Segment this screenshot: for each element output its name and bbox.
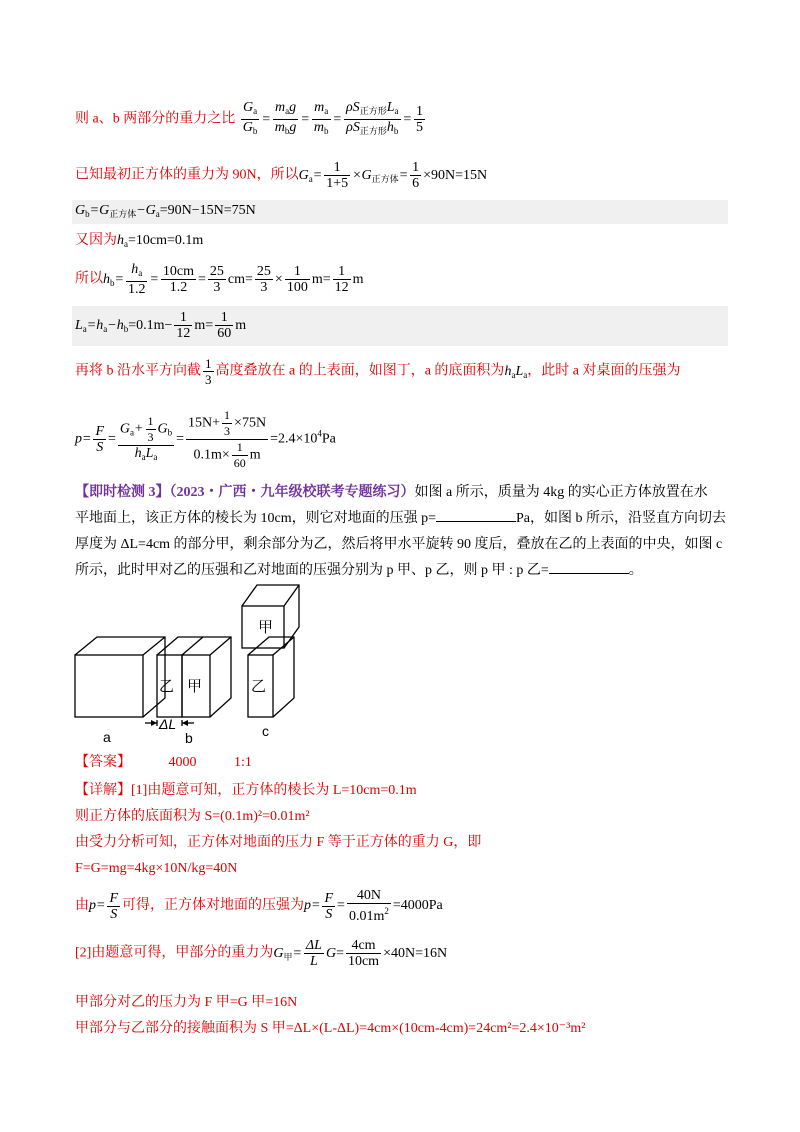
la-formula: $L_a=h_a-h_b=0.1m-$ $\frac{1}{12}$ m= $\frac{1}{60}$ m xyxy=(75,310,247,342)
stack-text-2: 高度叠放在 a 的上表面，如图丁，a 的底面积为 xyxy=(215,363,505,379)
fig-b-jia-label: 甲 xyxy=(187,678,203,695)
problem-tag: 【即时检测 3】 xyxy=(75,485,170,500)
fig-c-jia-label: 甲 xyxy=(258,619,274,636)
detail-s1: [1]由题意可知，正方体的棱长为 L=10cm=0.1m xyxy=(131,783,417,798)
fig-b-yi-label: 乙 xyxy=(159,678,175,695)
ratio-formula: $\frac{G_a}{G_b}$ = $\frac{m_ag}{m_bg}$ = $\frac{m_a}{m_b}$ = $\frac{\rho S_{正方形}L_a}{\rho S_{正方形}h_b}$ = $\frac{1}{5}$ xyxy=(242,100,423,136)
stack-text-3: ，此时 a 对桌面的压强为 xyxy=(527,363,681,379)
ratio-prefix: 则 a、b 两部分的重力之比 xyxy=(75,111,236,127)
p-result-formula: p= $\frac{F}{S}$ = $\frac{40N}{0.01m^2}$ =4000Pa xyxy=(304,888,443,924)
detail-s5-prefix: 由 xyxy=(75,898,89,914)
ga-formula: $G_a=$ $\frac{1}{1+5}$ $\times G_{正方体}=$ $\frac{1}{6}$ ×90N=15N xyxy=(298,160,488,191)
problem-text-4a: 所示，此时甲对乙的压强和乙对地面的压强分别为 p 甲、p 乙，则 p 甲 : p 乙= xyxy=(75,563,549,578)
area-formula: $h_aL_a$ xyxy=(504,363,528,380)
detail-s4: F=G=mg=4kg×10N/kg=40N xyxy=(75,861,238,876)
fig-label-a: a xyxy=(103,729,111,745)
stack-text-1: 再将 b 沿水平方向截 xyxy=(75,363,201,379)
problem-text-4b: 。 xyxy=(628,563,643,578)
problem-text-1: 如图 a 所示，质量为 4kg 的实心正方体放置在水 xyxy=(414,485,708,500)
fig-delta-l: ΔL xyxy=(159,716,177,732)
stack-line xyxy=(75,356,680,387)
detail-s6-line xyxy=(75,938,447,969)
ha-line xyxy=(75,230,203,255)
ga-line xyxy=(75,160,487,191)
ga-prefix: 已知最初正方体的重力为 90N，所以 xyxy=(75,167,299,183)
cube-a-back xyxy=(75,637,165,717)
blank-ratio[interactable] xyxy=(549,561,629,574)
ha-prefix: 又因为 xyxy=(75,233,117,248)
detail-tag: 【详解】 xyxy=(75,783,131,798)
ratio-line xyxy=(75,100,427,139)
detail-s6-prefix: [2]由题意可得，甲部分的重力为 xyxy=(75,945,274,961)
detail-s8: 甲部分与乙部分的接触面积为 S 甲=ΔL×(L-ΔL)=4cm×(10cm-4cm)=24cm²=2.4×10⁻³m² xyxy=(75,1021,586,1036)
g-jia-formula: $G_甲=$ $\frac{\Delta L}{L}$ G= $\frac{4cm}{10cm}$ ×40N=16N xyxy=(273,938,448,969)
detail-block xyxy=(75,778,481,882)
blank-pressure[interactable] xyxy=(436,509,516,522)
fig-label-c: c xyxy=(262,723,269,739)
problem-source: （2023・广西・九年级校联考专题练习） xyxy=(169,485,415,500)
hb-formula: $h_b=$ $\frac{h_a}{1.2}$ = $\frac{10cm}{1.2}$ = $\frac{25}{3}$ cm= $\frac{25}{3}$ × $\frac{1}{100}$ m= $\frac{1}{12}$ m xyxy=(103,262,364,297)
answer-line xyxy=(75,752,252,774)
detail-s2: 则正方体的底面积为 S=(0.1m)²=0.01m² xyxy=(75,809,310,824)
fig-label-b: b xyxy=(185,730,193,746)
p-eq-fs: p= $\frac{F}{S}$ xyxy=(89,890,119,922)
detail-block-2 xyxy=(75,990,585,1042)
detail-s7: 甲部分对乙的压力为 F 甲=G 甲=16N xyxy=(75,995,298,1010)
answer-value-2: 1:1 xyxy=(234,755,252,770)
cube-a-front xyxy=(75,655,143,717)
hb-prefix: 所以 xyxy=(75,271,103,287)
gb-line xyxy=(72,200,728,224)
hb-line xyxy=(75,262,364,297)
problem-text-2a: 平地面上，该正方体的棱长为 10cm，则它对地面的压强 p= xyxy=(75,511,436,526)
pressure-formula: p= $\frac{F}{S}$ = $G_a+$ $\frac{1}{3}$ $G_b$ $h_aL_a$ = 15N+ $\frac{1}{3}$ ×75N 0.1m× $\frac{1}{60}$ m $=2.4\times 10^4Pa$ xyxy=(75,408,336,470)
answer-tag: 【答案】 xyxy=(75,755,131,770)
answer-value-1: 4000 xyxy=(168,755,197,770)
problem-text-2b: Pa，如图 b 所示，沿竖直方向切去 xyxy=(516,511,726,526)
detail-s5-mid: 可得，正方体对地面的压强为 xyxy=(122,898,305,914)
la-line xyxy=(72,306,728,346)
detail-s5-line xyxy=(75,888,443,924)
fig-c-yi-label: 乙 xyxy=(251,678,267,695)
gb-formula: $G_b=G_{正方体}-G_a=90N-15N=75N$ xyxy=(75,203,256,219)
detail-s3: 由受力分析可知，正方体对地面的压力 F 等于正方体的重力 G，即 xyxy=(75,835,482,850)
problem-text-3: 厚度为 ΔL=4cm 的部分甲，剩余部分为乙，然后将甲水平旋转 90 度后，叠放在乙的上表面的中央，如图 c xyxy=(75,537,723,552)
third-fraction: $\frac{1}{3}$ xyxy=(205,356,212,387)
ha-formula: $h_a=10cm=0.1m$ xyxy=(117,233,204,249)
problem-block xyxy=(75,480,735,584)
cube-figure xyxy=(70,580,310,750)
